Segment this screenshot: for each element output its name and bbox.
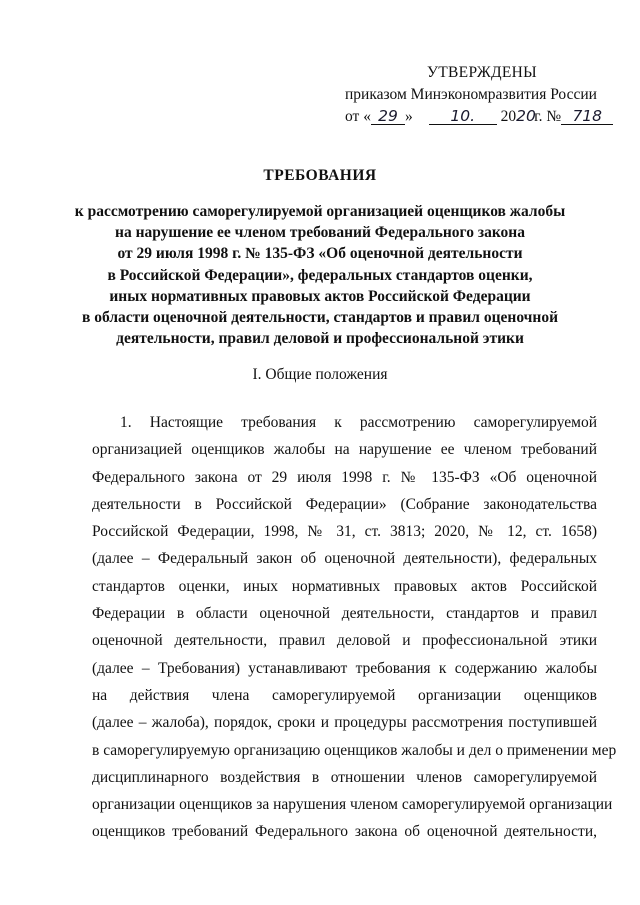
paragraph-line: деятельности в Российской Федерации» (Собрание законодательства (92, 495, 597, 513)
paragraph-line: оценщиков требований Федерального закона об оценочной деятельности, (92, 823, 597, 841)
section-heading: I. Общие положения (252, 366, 388, 383)
paragraph-line: дисциплинарного воздействия в отношении членов саморегулируемой (92, 768, 597, 786)
paragraph-line: в саморегулируемую организацию оценщиков жалобы и дел о применении мер (92, 741, 617, 759)
handwritten-year: 20 (516, 107, 536, 125)
subject-line: в Российской Федерации», федеральных стандартов оценки, (107, 266, 533, 284)
document-subject (60, 201, 580, 349)
year-prefix: 20 (500, 108, 517, 125)
paragraph-line: Федерального закона от 29 июля 1998 г. № 135-ФЗ «Об оценочной (92, 468, 597, 486)
paragraph-line: Российской Федерации, 1998, № 31, ст. 3813; 2020, № 12, ст. 1658) (92, 523, 597, 541)
document-title: ТРЕБОВАНИЯ (263, 167, 377, 184)
date-prefix: от « (345, 108, 371, 125)
approval-block (345, 62, 605, 128)
handwritten-month: 10. (429, 108, 497, 125)
approval-order-line: приказом Минэкономразвития России (345, 86, 597, 103)
date-mid: » (404, 108, 413, 125)
approval-date-line (345, 106, 605, 128)
paragraph-line: оценочной деятельности, правил деловой и профессиональной этики (92, 632, 597, 650)
paragraph-line: (далее – Федеральный закон об оценочной деятельности), федеральных (92, 550, 597, 568)
paragraph-line: Федерации в области оценочной деятельности, стандартов и правил (92, 605, 597, 623)
paragraph-line: стандартов оценки, иных нормативных правовых актов Российской (92, 577, 597, 595)
subject-line: иных нормативных правовых актов Российской Федерации (109, 287, 531, 305)
paragraph-line: 1. Настоящие требования к рассмотрению саморегулируемой (120, 414, 597, 431)
subject-line: к рассмотрению саморегулируемой организацией оценщиков жалобы (74, 203, 566, 220)
subject-line: от 29 июля 1998 г. № 135-ФЗ «Об оценочной деятельности (117, 245, 523, 263)
subject-line: в области оценочной деятельности, стандартов и правил оценочной (81, 309, 559, 327)
paragraph-line: на действия члена саморегулируемой организации оценщиков (92, 686, 597, 704)
paragraph-line: организацией оценщиков жалобы на нарушение ее членом требований (92, 441, 597, 459)
subject-line: деятельности, правил деловой и профессиональной этики (116, 330, 524, 348)
paragraph-line: организации оценщиков за нарушения членом саморегулируемой организации (92, 796, 613, 814)
handwritten-day: 29 (371, 108, 405, 125)
year-suffix: г. № (534, 108, 562, 125)
paragraph-line: (далее – жалоба), порядок, сроки и процедуры рассмотрения поступившей (92, 714, 597, 732)
approval-title: УТВЕРЖДЕНЫ (427, 64, 537, 81)
paragraph-1 (92, 409, 617, 846)
paragraph-line: (далее – Требования) устанавливают требования к содержанию жалобы (92, 659, 597, 677)
handwritten-order-number: 718 (561, 108, 613, 125)
subject-line: на нарушение ее членом требований Федерального закона (115, 224, 525, 242)
